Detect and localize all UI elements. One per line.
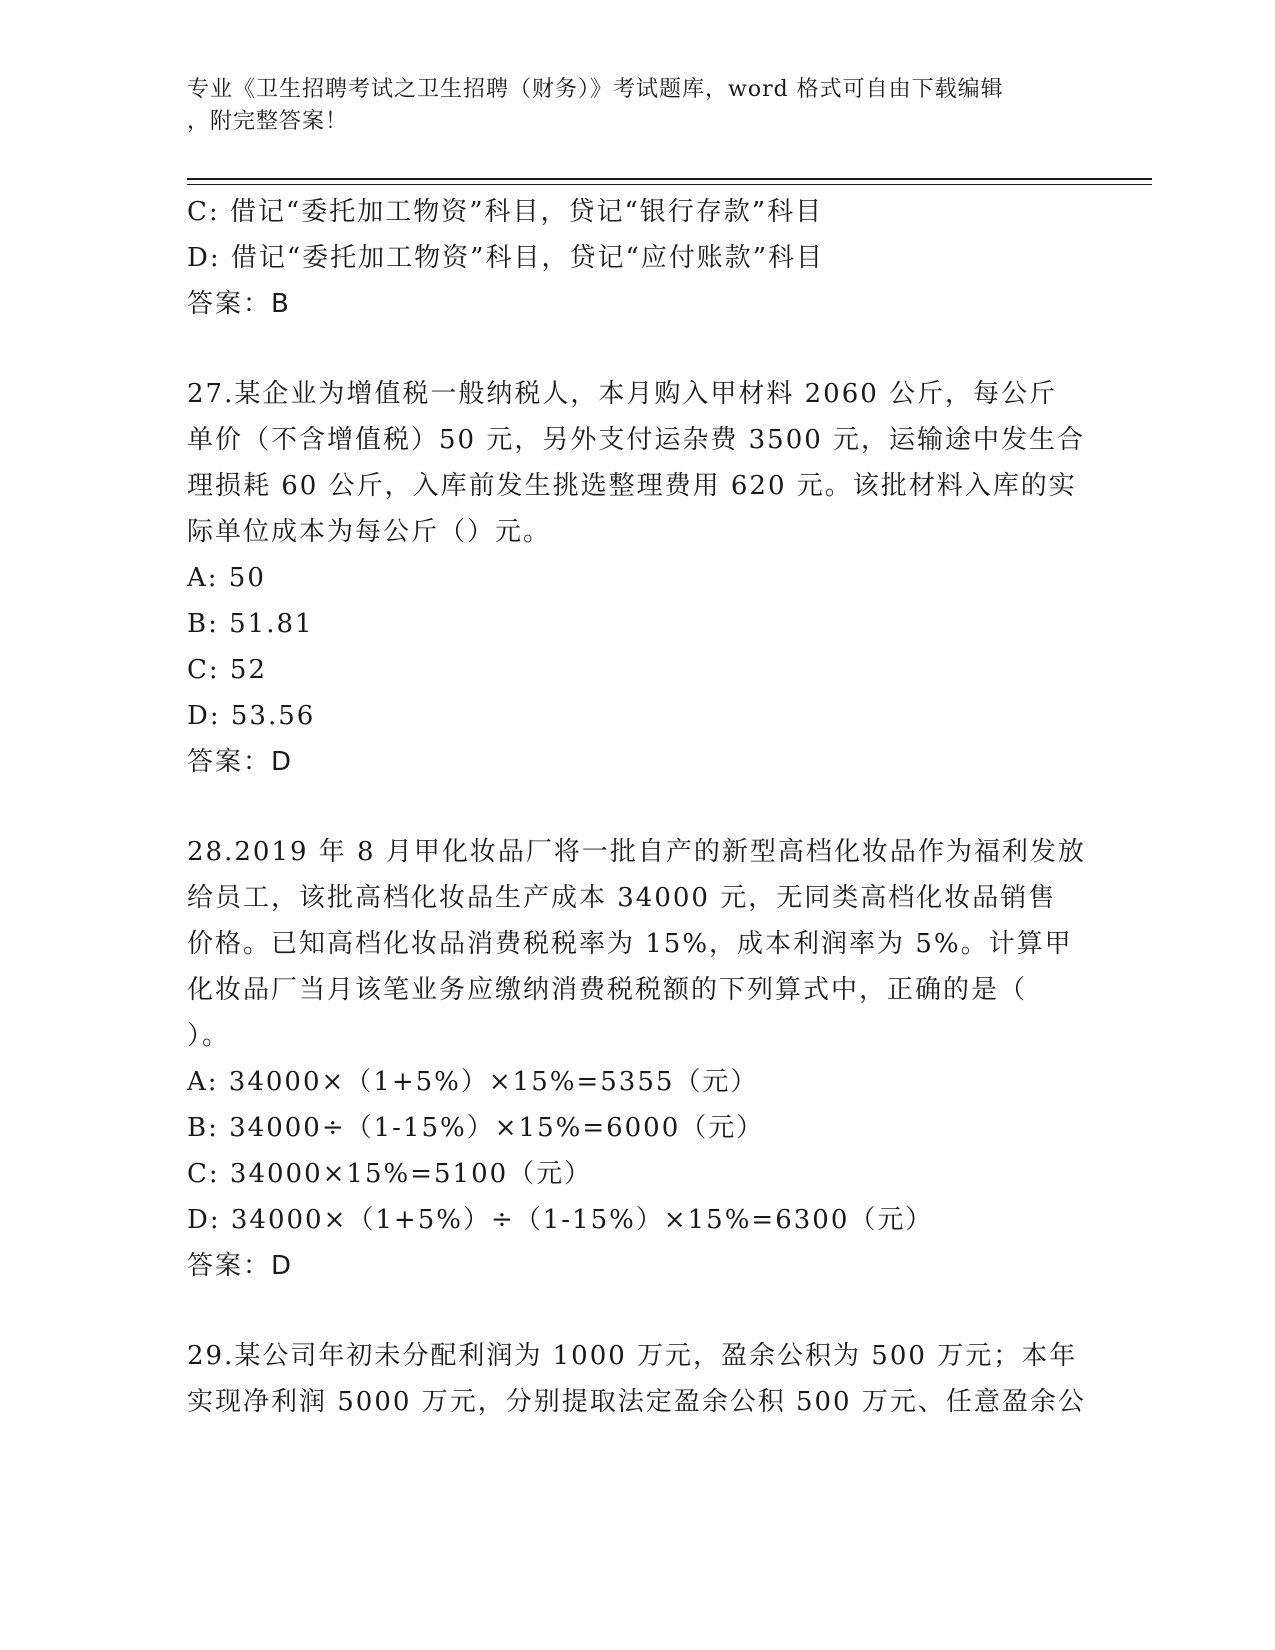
header-title-line-1: 专业《卫生招聘考试之卫生招聘（财务）》考试题库，word 格式可自由下载编辑	[187, 77, 1004, 102]
question-spacer	[187, 785, 1087, 829]
question-26-tail	[187, 189, 1087, 327]
question-29	[187, 1333, 1087, 1425]
question-stem-line: 29.某公司年初未分配利润为 1000 万元，盈余公积为 500 万元；本年	[187, 1341, 1078, 1371]
option-c: C: 52	[187, 655, 268, 685]
question-stem-line: 理损耗 60 公斤，入库前发生挑选整理费用 620 元。该批材料入库的实	[187, 471, 1077, 501]
answer-line: 答案：D	[187, 1251, 294, 1281]
question-stem-line: 实现净利润 5000 万元，分别提取法定盈余公积 500 万元、任意盈余公	[187, 1387, 1086, 1417]
option-d: D: 53.56	[187, 701, 316, 731]
answer-line: 答案：B	[187, 289, 291, 319]
option-a: A: 34000×（1+5%）×15%=5355（元）	[187, 1067, 759, 1097]
question-stem-line: 价格。已知高档化妆品消费税税率为 15%，成本利润率为 5%。计算甲	[187, 929, 1073, 959]
header-divider-thick	[187, 178, 1152, 180]
question-stem-line: 化妆品厂当月该笔业务应缴纳消费税税额的下列算式中，正确的是（	[187, 975, 1028, 1005]
question-spacer	[187, 327, 1087, 371]
question-spacer	[187, 1289, 1087, 1333]
option-b: B: 51.81	[187, 609, 314, 639]
answer-line: 答案：D	[187, 747, 294, 777]
question-content	[187, 189, 1087, 1425]
document-header	[187, 74, 1087, 138]
option-c: C: 借记“委托加工物资”科目，贷记“银行存款”科目	[187, 197, 824, 227]
question-stem-line: 27.某企业为增值税一般纳税人，本月购入甲材料 2060 公斤，每公斤	[187, 379, 1058, 409]
header-divider-thin	[187, 184, 1152, 185]
option-c: C: 34000×15%=5100（元）	[187, 1159, 593, 1189]
option-b: B: 34000÷（1-15%）×15%=6000（元）	[187, 1113, 765, 1143]
question-28	[187, 829, 1087, 1289]
question-stem-line: 28.2019 年 8 月甲化妆品厂将一批自产的新型高档化妆品作为福利发放	[187, 837, 1086, 867]
option-d: D: 34000×（1+5%）÷（1-15%）×15%=6300（元）	[187, 1205, 934, 1235]
question-stem-line: 给员工，该批高档化妆品生产成本 34000 元，无同类高档化妆品销售	[187, 883, 1057, 913]
option-d: D: 借记“委托加工物资”科目，贷记“应付账款”科目	[187, 243, 825, 273]
option-a: A: 50	[187, 563, 266, 593]
header-title-line-2: ，附完整答案！	[187, 109, 349, 134]
question-stem-line: 际单位成本为每公斤（）元。	[187, 517, 552, 547]
question-27	[187, 371, 1087, 785]
question-stem-line: ）。	[187, 1021, 231, 1051]
question-stem-line: 单价（不含增值税）50 元，另外支付运杂费 3500 元，运输途中发生合	[187, 425, 1086, 455]
